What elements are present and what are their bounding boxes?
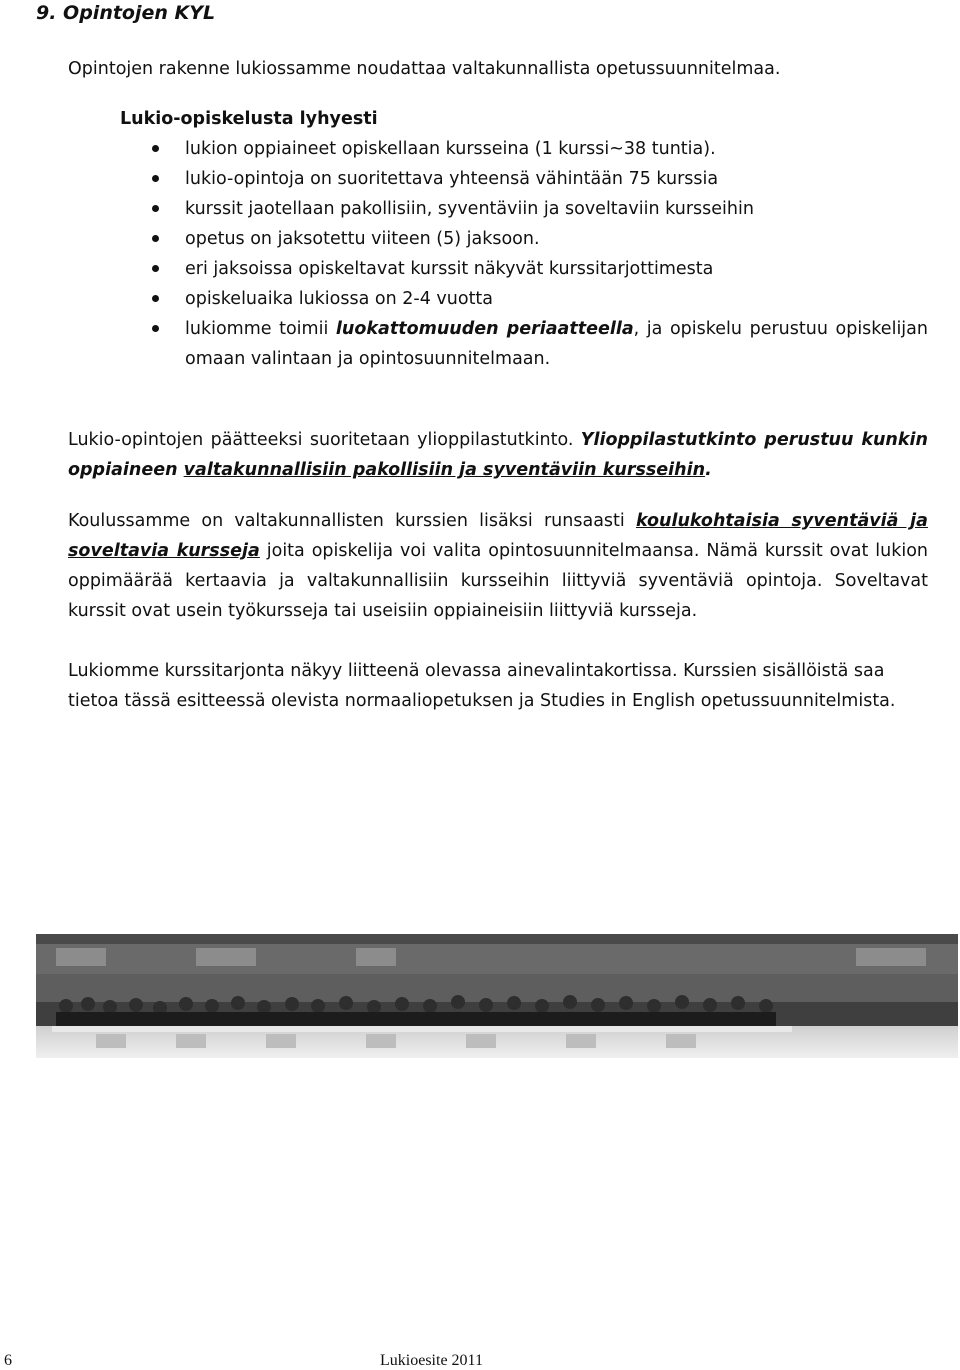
emphasis-underlined-text: koulukohtaisia syventäviä ja soveltavia kursseja: [68, 511, 928, 561]
list-item: kurssit jaotellaan pakollisiin, syventäviin ja soveltaviin kursseihin: [68, 194, 928, 224]
exam-paragraph: Lukio-opintojen päätteeksi suoritetaan ylioppilastutkinto. Ylioppilastutkinto perustuu kunkin oppiaineen valtakunnallisiin pakollisiin ja syventäviin kursseihin.: [68, 430, 928, 480]
courses-paragraph: Koulussamme on valtakunnallisten kurssien lisäksi runsaasti koulukohtaisia syventäviä ja soveltavia kursseja joita opiskelija voi valita opintosuunnitelmaansa. Nämä kurssit ovat lukion oppimäärää kertaavia ja valtakunnallisiin kursseihin liittyviä syventäviä opintoja. Soveltavat kurssit ovat usein työkursseja tai useisiin oppiaineisiin liittyviä kursseja.: [68, 511, 928, 621]
bullet-icon: [152, 295, 159, 302]
students-photo-image: [36, 934, 958, 1058]
footer-publication: Lukioesite 2011: [380, 1352, 483, 1369]
section-heading: 9. Opintojen KYL: [36, 2, 216, 24]
bullet-icon: [152, 205, 159, 212]
page-number: 6: [4, 1352, 12, 1369]
offering-paragraph: Lukiomme kurssitarjonta näkyy liitteenä olevassa ainevalintakortissa. Kurssien sisällöistä saa tietoa tässä esitteessä olevista normaaliopetuksen ja Studies in English opetussuunnitelmista.: [68, 661, 896, 711]
list-item: lukiomme toimii luokattomuuden periaatteella, ja opiskelu perustuu opiskelijan omaan valintaan ja opintosuunnitelmaan.: [68, 314, 928, 374]
emphasis-text: luokattomuuden periaatteella: [335, 319, 634, 339]
list-item: lukion oppiaineet opiskellaan kursseina (1 kurssi~38 tuntia).: [68, 134, 928, 164]
intro-paragraph: Opintojen rakenne lukiossamme noudattaa valtakunnallista opetussuunnitelmaa.: [68, 59, 781, 79]
bullet-icon: [152, 265, 159, 272]
students-photo: [36, 934, 958, 1058]
list-item: eri jaksoissa opiskeltavat kurssit näkyvät kurssitarjottimesta: [68, 254, 928, 284]
list-item: lukio-opintoja on suoritettava yhteensä vähintään 75 kurssia: [68, 164, 928, 194]
list-item: opiskeluaika lukiossa on 2-4 vuotta: [68, 284, 928, 314]
bullet-icon: [152, 175, 159, 182]
subheading: Lukio-opiskelusta lyhyesti: [120, 109, 378, 129]
emphasis-underlined-text: valtakunnallisiin pakollisiin ja syventäviin kursseihin: [183, 460, 706, 480]
list-item: opetus on jaksotettu viiteen (5) jaksoon.: [68, 224, 928, 254]
bullet-list: [68, 134, 928, 374]
bullet-icon: [152, 325, 159, 332]
bullet-icon: [152, 235, 159, 242]
bullet-icon: [152, 145, 159, 152]
